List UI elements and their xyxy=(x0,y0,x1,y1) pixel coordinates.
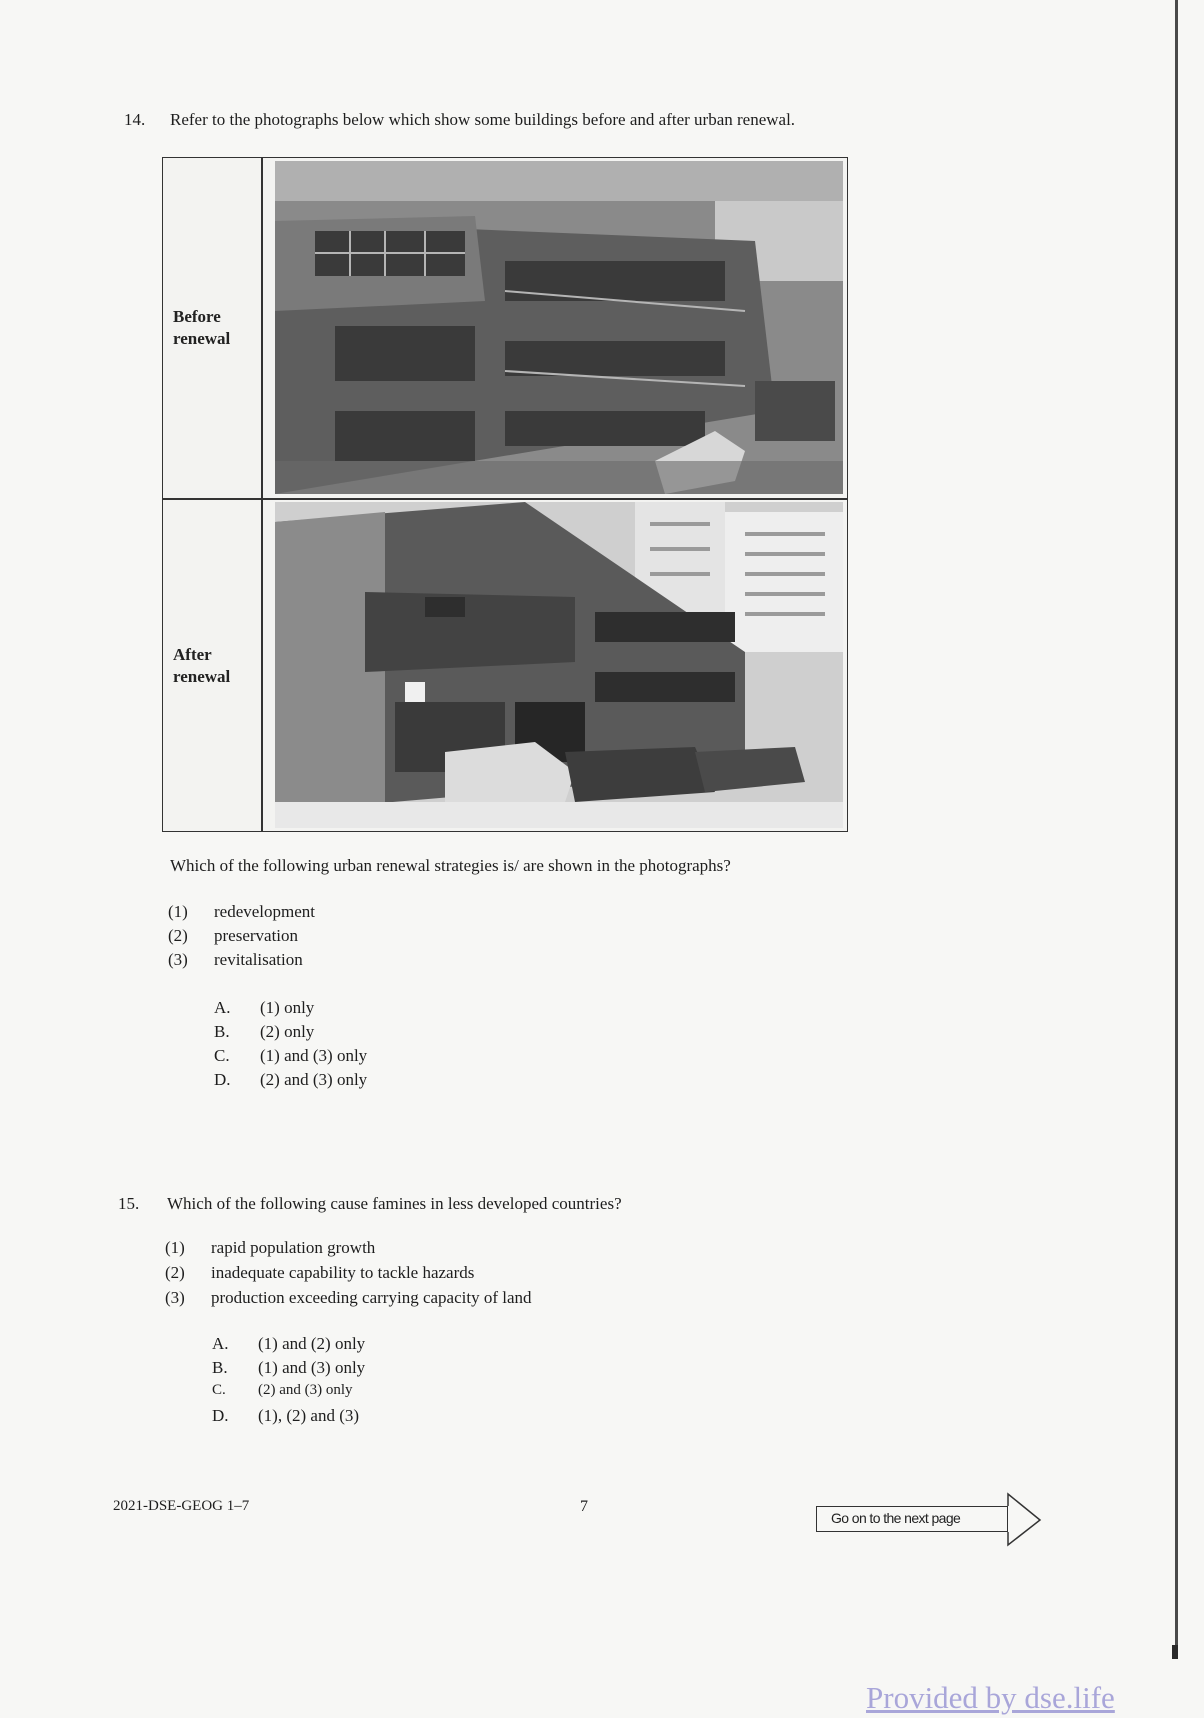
page-edge-mark xyxy=(1172,1645,1178,1659)
figure-row-divider xyxy=(163,498,847,500)
before-label-line-2: renewal xyxy=(173,329,231,348)
q14-answer-option[interactable] xyxy=(214,1070,367,1090)
q15-statement-number: (3) xyxy=(165,1288,185,1307)
q15-statement xyxy=(165,1238,375,1258)
q14-statement xyxy=(168,926,298,946)
q15-statement xyxy=(165,1263,474,1283)
page-edge-rule xyxy=(1175,0,1178,1650)
q14-statement-text: revitalisation xyxy=(214,950,303,969)
next-page-button[interactable]: Go on to the next page xyxy=(816,1506,1008,1532)
answer-text: (1) only xyxy=(260,998,315,1017)
after-label-line-2: renewal xyxy=(173,667,231,686)
answer-letter: D. xyxy=(214,1070,231,1089)
q14-stem: Refer to the photographs below which show some buildings before and after urban renewal. xyxy=(170,110,796,129)
answer-letter: A. xyxy=(214,998,231,1017)
answer-letter: C. xyxy=(212,1382,226,1398)
q15-question: Which of the following cause famines in less developed countries? xyxy=(167,1194,622,1213)
answer-letter: D. xyxy=(212,1406,229,1425)
answer-text: (1) and (3) only xyxy=(260,1046,368,1065)
arrow-right-icon xyxy=(1006,1490,1046,1548)
q14-question: Which of the following urban renewal strategies is/ are shown in the photographs? xyxy=(170,856,731,875)
paper-code: 2021-DSE-GEOG 1–7 xyxy=(113,1498,250,1514)
q15-statement-number: (2) xyxy=(165,1263,185,1282)
q15-answer-option[interactable] xyxy=(212,1334,365,1354)
q14-statement-number: (3) xyxy=(168,950,188,969)
q14-statement-number: (1) xyxy=(168,902,188,921)
answer-letter: B. xyxy=(212,1358,228,1377)
q15-answer-option[interactable] xyxy=(212,1358,365,1378)
answer-text: (1) and (3) only xyxy=(258,1358,366,1377)
figure-column-divider xyxy=(261,158,263,831)
q15-statement xyxy=(165,1288,532,1308)
q14-statement xyxy=(168,902,315,922)
page-number: 7 xyxy=(580,1498,588,1515)
q14-statement xyxy=(168,950,303,970)
q14-statement-number: (2) xyxy=(168,926,188,945)
q14-photo-figure xyxy=(162,157,848,832)
answer-text: (1) and (2) only xyxy=(258,1334,366,1353)
q14-answer-option[interactable] xyxy=(214,998,314,1018)
answer-text: (2) only xyxy=(260,1022,315,1041)
provided-by-watermark[interactable]: Provided by dse.life xyxy=(866,1680,1115,1715)
after-renewal-photo xyxy=(275,502,843,828)
before-renewal-photo xyxy=(275,161,843,494)
q15-statement-text: inadequate capability to tackle hazards xyxy=(211,1263,475,1282)
answer-text: (2) and (3) only xyxy=(258,1382,353,1398)
q15-number: 15. xyxy=(118,1194,140,1213)
q15-answer-option[interactable] xyxy=(212,1406,359,1426)
before-renewal-label xyxy=(173,306,255,350)
after-label-line-1: After xyxy=(173,645,212,664)
q15-statement-text: production exceeding carrying capacity of land xyxy=(211,1288,532,1307)
answer-text: (1), (2) and (3) xyxy=(258,1406,360,1425)
after-renewal-label xyxy=(173,644,255,688)
answer-letter: A. xyxy=(212,1334,229,1353)
before-label-line-1: Before xyxy=(173,307,221,326)
q15-statement-number: (1) xyxy=(165,1238,185,1257)
q14-statement-text: preservation xyxy=(214,926,299,945)
answer-text: (2) and (3) only xyxy=(260,1070,368,1089)
q15-answer-option[interactable] xyxy=(212,1382,353,1399)
q14-answer-option[interactable] xyxy=(214,1046,367,1066)
answer-letter: C. xyxy=(214,1046,230,1065)
q14-number: 14. xyxy=(124,110,146,129)
answer-letter: B. xyxy=(214,1022,230,1041)
q14-statement-text: redevelopment xyxy=(214,902,316,921)
q14-answer-option[interactable] xyxy=(214,1022,314,1042)
q15-statement-text: rapid population growth xyxy=(211,1238,376,1257)
